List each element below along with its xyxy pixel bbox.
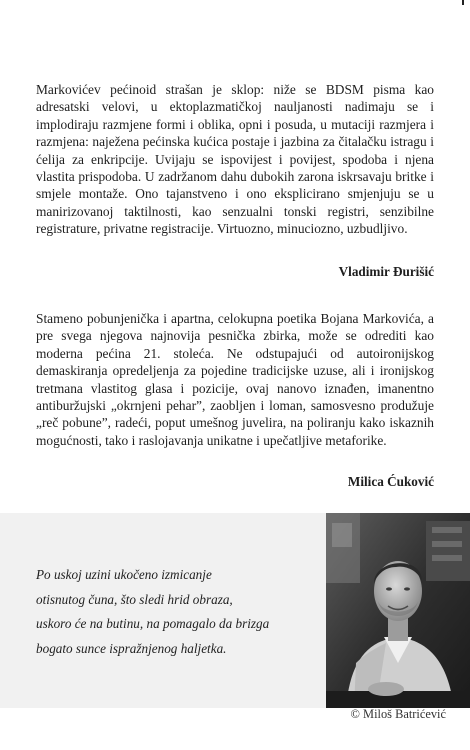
author-portrait-image [326, 513, 470, 708]
review-author-2: Milica Ćuković [347, 474, 434, 489]
poem-line: otisnutog čuna, što sledi hrid obraza, [36, 591, 233, 607]
review-text-1: Markovićev pećinoid strašan je sklop: niže se BDSM pisma kao adresatski velovi, u ektoplazmatičkoj nauljanosti nadimaju se i implodiraju razmjene formi i oblika, opni i posuda, u mutaciji razmjera i razmjena: naježena pećinska kućica postaje i jazbina za čitalačku istragu i ćelija za enkripcije. Uvijaju se ispovijest i povijest, spodoba i njena vlastita prispodoba. U zadržanom dahu dubokih zarona iskrsavaju britke i smjele montaže. Ono tajanstveno i ono eksplicirano smjenjuju se u manirizovanoj taktilnosti, kao senzualni tonski registri, senzibilne registrature, privatne registracije. Virtuozno, minuciozno, uzbudljivo. [36, 82, 434, 237]
poem-line: uskoro će na butinu, na pomagalo da brizga [36, 616, 270, 631]
poem-excerpt [36, 563, 296, 661]
poem-line: bogato sunce ispražnjenog haljetka. [36, 640, 227, 656]
photo-credit: © Miloš Batrićević [350, 707, 446, 721]
poem-line: Po uskoj uzini ukočeno izmicanje [36, 567, 212, 582]
page-corner-mark [462, 0, 464, 5]
review-author-1: Vladimir Đurišić [338, 264, 434, 279]
review-text-2: Stameno pobunjenička i apartna, celokupna poetika Bojana Markovića, a pre svega njegova najnovija pesnička zbirka, može se odrediti kao moderna pećina 21. stoleća. Ne odstupajući od autoironijskog demaskiranja opredeljenja za pojedine tradicijske uzuse, ali i ironijskog tretmana vlastitog glasa i pozicije, ovaj nanovo iznađen, imanentno antiburžujski „okrnjeni pehar”, zaobljen i loman, samosvesno produžuje „reč pobune”, radeći, poput umešnog juvelira, na poliranju kako iskaznih mogućnosti, tako i raslojavanja unikatne i upečatljive metaforike. [36, 311, 434, 448]
author-photo [326, 513, 470, 708]
